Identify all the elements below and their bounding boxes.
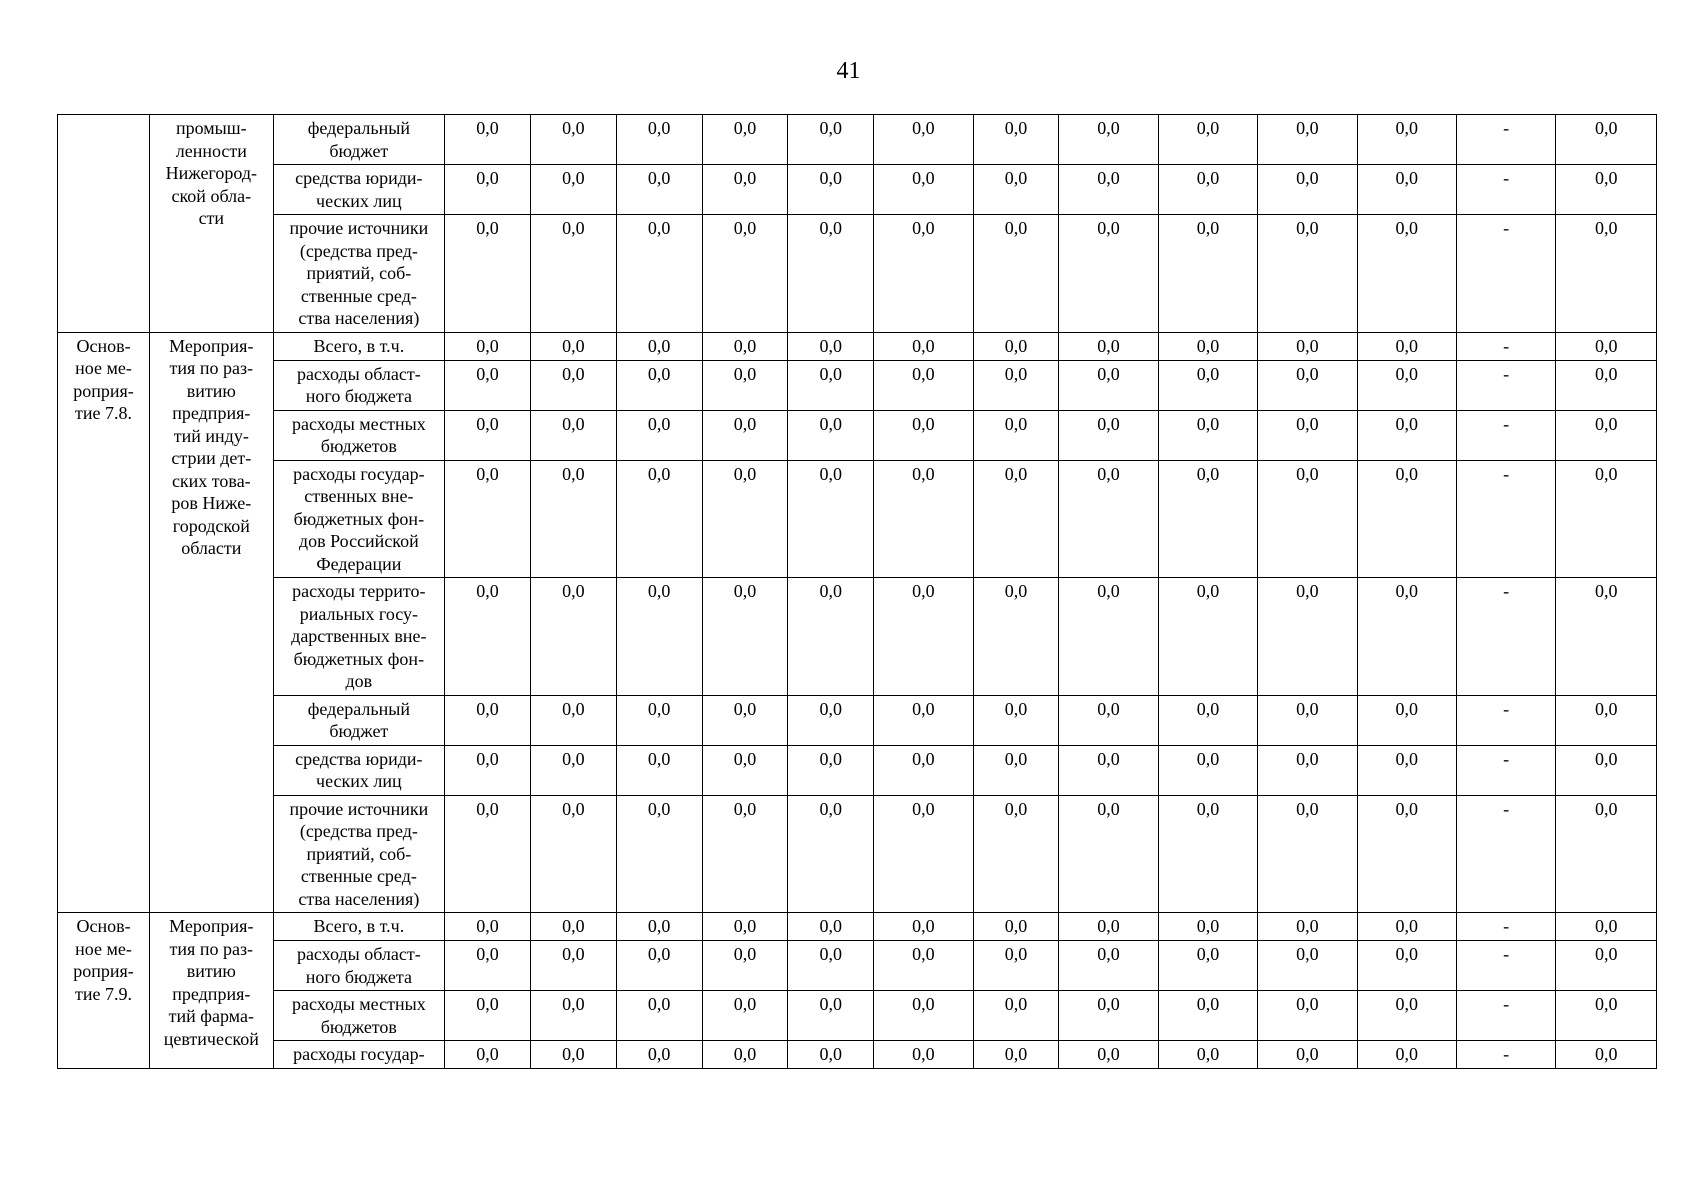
table-row [58, 991, 1657, 1041]
value-cell: 0,0 [702, 115, 788, 165]
funding-source-cell: расходы террито- риальных госу- дарственных вне- бюджетных фон- дов [273, 578, 445, 696]
value-cell: 0,0 [1158, 745, 1257, 795]
value-cell: 0,0 [530, 460, 616, 578]
value-cell: 0,0 [702, 745, 788, 795]
table-row [58, 360, 1657, 410]
activity-code-cell: Основ- ное ме- роприя- тие 7.8. [58, 332, 150, 913]
value-cell: 0,0 [788, 941, 874, 991]
table-row [58, 941, 1657, 991]
value-cell: 0,0 [1357, 795, 1456, 913]
value-cell: 0,0 [702, 991, 788, 1041]
value-cell: 0,0 [616, 115, 702, 165]
table-row [58, 332, 1657, 360]
value-cell: 0,0 [530, 215, 616, 333]
value-cell: 0,0 [874, 913, 973, 941]
value-cell: 0,0 [1158, 1041, 1257, 1069]
funding-source-cell: расходы област- ного бюджета [273, 941, 445, 991]
value-cell: 0,0 [1059, 913, 1158, 941]
value-cell: 0,0 [1258, 215, 1357, 333]
funding-source-cell: Всего, в т.ч. [273, 913, 445, 941]
value-cell: 0,0 [530, 332, 616, 360]
table-row [58, 410, 1657, 460]
value-cell: 0,0 [702, 578, 788, 696]
value-cell: 0,0 [445, 360, 531, 410]
value-cell: 0,0 [1258, 578, 1357, 696]
value-cell: 0,0 [874, 991, 973, 1041]
value-cell: 0,0 [874, 1041, 973, 1069]
value-cell: 0,0 [973, 215, 1059, 333]
value-cell: 0,0 [702, 215, 788, 333]
dash-cell: - [1456, 360, 1555, 410]
table-row [58, 165, 1657, 215]
value-cell: 0,0 [1059, 215, 1158, 333]
table-row [58, 460, 1657, 578]
value-cell: 0,0 [1556, 795, 1657, 913]
value-cell: 0,0 [445, 215, 531, 333]
dash-cell: - [1456, 460, 1555, 578]
value-cell: 0,0 [1556, 215, 1657, 333]
value-cell: 0,0 [702, 332, 788, 360]
value-cell: 0,0 [973, 795, 1059, 913]
value-cell: 0,0 [973, 165, 1059, 215]
value-cell: 0,0 [1556, 578, 1657, 696]
value-cell: 0,0 [702, 695, 788, 745]
value-cell: 0,0 [788, 215, 874, 333]
value-cell: 0,0 [530, 941, 616, 991]
value-cell: 0,0 [530, 165, 616, 215]
value-cell: 0,0 [788, 795, 874, 913]
value-cell: 0,0 [616, 215, 702, 333]
value-cell: 0,0 [1158, 695, 1257, 745]
value-cell: 0,0 [1357, 115, 1456, 165]
value-cell: 0,0 [1059, 991, 1158, 1041]
value-cell: 0,0 [445, 941, 531, 991]
value-cell: 0,0 [1556, 1041, 1657, 1069]
value-cell: 0,0 [530, 410, 616, 460]
value-cell: 0,0 [788, 360, 874, 410]
value-cell: 0,0 [530, 578, 616, 696]
value-cell: 0,0 [616, 1041, 702, 1069]
value-cell: 0,0 [1158, 115, 1257, 165]
funding-source-cell: федеральный бюджет [273, 695, 445, 745]
value-cell: 0,0 [874, 578, 973, 696]
table-row [58, 695, 1657, 745]
dash-cell: - [1456, 941, 1555, 991]
value-cell: 0,0 [1158, 332, 1257, 360]
value-cell: 0,0 [530, 115, 616, 165]
value-cell: 0,0 [1556, 165, 1657, 215]
value-cell: 0,0 [973, 745, 1059, 795]
funding-source-cell: средства юриди- ческих лиц [273, 165, 445, 215]
value-cell: 0,0 [1357, 991, 1456, 1041]
value-cell: 0,0 [1556, 913, 1657, 941]
value-cell: 0,0 [1357, 578, 1456, 696]
value-cell: 0,0 [616, 695, 702, 745]
budget-table [57, 114, 1657, 1069]
value-cell: 0,0 [973, 1041, 1059, 1069]
value-cell: 0,0 [874, 332, 973, 360]
table-body [58, 115, 1657, 1069]
value-cell: 0,0 [788, 332, 874, 360]
value-cell: 0,0 [530, 991, 616, 1041]
value-cell: 0,0 [702, 1041, 788, 1069]
value-cell: 0,0 [1258, 745, 1357, 795]
value-cell: 0,0 [1357, 460, 1456, 578]
value-cell: 0,0 [1059, 578, 1158, 696]
value-cell: 0,0 [1258, 360, 1357, 410]
value-cell: 0,0 [788, 410, 874, 460]
dash-cell: - [1456, 795, 1555, 913]
value-cell: 0,0 [874, 695, 973, 745]
value-cell: 0,0 [1357, 1041, 1456, 1069]
value-cell: 0,0 [1258, 410, 1357, 460]
dash-cell: - [1456, 991, 1555, 1041]
value-cell: 0,0 [1258, 695, 1357, 745]
value-cell: 0,0 [788, 115, 874, 165]
value-cell: 0,0 [973, 360, 1059, 410]
value-cell: 0,0 [1059, 360, 1158, 410]
value-cell: 0,0 [702, 410, 788, 460]
value-cell: 0,0 [1556, 745, 1657, 795]
value-cell: 0,0 [1158, 795, 1257, 913]
value-cell: 0,0 [788, 165, 874, 215]
value-cell: 0,0 [1059, 941, 1158, 991]
funding-source-cell: расходы государ- ственных вне- бюджетных фон- дов Российской Федерации [273, 460, 445, 578]
value-cell: 0,0 [1258, 913, 1357, 941]
value-cell: 0,0 [1059, 1041, 1158, 1069]
value-cell: 0,0 [530, 360, 616, 410]
value-cell: 0,0 [973, 332, 1059, 360]
value-cell: 0,0 [1357, 913, 1456, 941]
value-cell: 0,0 [973, 991, 1059, 1041]
value-cell: 0,0 [874, 215, 973, 333]
value-cell: 0,0 [1059, 745, 1158, 795]
value-cell: 0,0 [1556, 991, 1657, 1041]
value-cell: 0,0 [1556, 115, 1657, 165]
value-cell: 0,0 [1258, 991, 1357, 1041]
value-cell: 0,0 [616, 941, 702, 991]
page-number: 41 [836, 58, 861, 84]
value-cell: 0,0 [530, 695, 616, 745]
value-cell: 0,0 [1556, 360, 1657, 410]
value-cell: 0,0 [788, 745, 874, 795]
value-cell: 0,0 [616, 745, 702, 795]
value-cell: 0,0 [616, 991, 702, 1041]
value-cell: 0,0 [445, 578, 531, 696]
funding-source-cell: федеральный бюджет [273, 115, 445, 165]
value-cell: 0,0 [874, 410, 973, 460]
value-cell: 0,0 [788, 1041, 874, 1069]
dash-cell: - [1456, 332, 1555, 360]
value-cell: 0,0 [1059, 332, 1158, 360]
value-cell: 0,0 [1357, 941, 1456, 991]
funding-source-cell: расходы област- ного бюджета [273, 360, 445, 410]
value-cell: 0,0 [1556, 695, 1657, 745]
value-cell: 0,0 [702, 913, 788, 941]
value-cell: 0,0 [445, 460, 531, 578]
value-cell: 0,0 [1357, 360, 1456, 410]
value-cell: 0,0 [616, 165, 702, 215]
value-cell: 0,0 [616, 913, 702, 941]
value-cell: 0,0 [702, 795, 788, 913]
table-row [58, 115, 1657, 165]
activity-name-cell: промыш- ленности Нижегород- ской обла- сти [150, 115, 273, 333]
value-cell: 0,0 [1258, 941, 1357, 991]
value-cell: 0,0 [1258, 460, 1357, 578]
value-cell: 0,0 [445, 1041, 531, 1069]
activity-name-cell: Мероприя- тия по раз- витию предприя- тий инду- стрии дет- ских това- ров Ниже- городской области [150, 332, 273, 913]
value-cell: 0,0 [1158, 941, 1257, 991]
activity-name-cell: Мероприя- тия по раз- витию предприя- тий фарма- цевтической [150, 913, 273, 1069]
value-cell: 0,0 [702, 165, 788, 215]
value-cell: 0,0 [1158, 360, 1257, 410]
value-cell: 0,0 [1357, 215, 1456, 333]
value-cell: 0,0 [874, 745, 973, 795]
dash-cell: - [1456, 578, 1555, 696]
value-cell: 0,0 [1059, 410, 1158, 460]
value-cell: 0,0 [702, 460, 788, 578]
dash-cell: - [1456, 1041, 1555, 1069]
value-cell: 0,0 [1258, 115, 1357, 165]
value-cell: 0,0 [874, 941, 973, 991]
value-cell: 0,0 [1158, 991, 1257, 1041]
value-cell: 0,0 [1357, 745, 1456, 795]
value-cell: 0,0 [616, 578, 702, 696]
funding-source-cell: прочие источники (средства пред- приятий, соб- ственные сред- ства населения) [273, 215, 445, 333]
value-cell: 0,0 [973, 913, 1059, 941]
value-cell: 0,0 [530, 913, 616, 941]
value-cell: 0,0 [1158, 913, 1257, 941]
value-cell: 0,0 [445, 745, 531, 795]
value-cell: 0,0 [702, 941, 788, 991]
funding-source-cell: Всего, в т.ч. [273, 332, 445, 360]
value-cell: 0,0 [874, 165, 973, 215]
value-cell: 0,0 [1357, 695, 1456, 745]
value-cell: 0,0 [874, 360, 973, 410]
table-row [58, 578, 1657, 696]
table-row [58, 215, 1657, 333]
value-cell: 0,0 [1059, 695, 1158, 745]
value-cell: 0,0 [1059, 795, 1158, 913]
value-cell: 0,0 [1059, 115, 1158, 165]
value-cell: 0,0 [1158, 410, 1257, 460]
value-cell: 0,0 [788, 913, 874, 941]
value-cell: 0,0 [788, 460, 874, 578]
value-cell: 0,0 [1357, 332, 1456, 360]
value-cell: 0,0 [616, 795, 702, 913]
value-cell: 0,0 [445, 165, 531, 215]
funding-source-cell: расходы местных бюджетов [273, 410, 445, 460]
value-cell: 0,0 [1357, 165, 1456, 215]
value-cell: 0,0 [973, 115, 1059, 165]
value-cell: 0,0 [1556, 460, 1657, 578]
dash-cell: - [1456, 115, 1555, 165]
value-cell: 0,0 [616, 360, 702, 410]
value-cell: 0,0 [973, 410, 1059, 460]
value-cell: 0,0 [1357, 410, 1456, 460]
value-cell: 0,0 [973, 578, 1059, 696]
funding-source-cell: прочие источники (средства пред- приятий, соб- ственные сред- ства населения) [273, 795, 445, 913]
value-cell: 0,0 [1158, 165, 1257, 215]
value-cell: 0,0 [973, 941, 1059, 991]
value-cell: 0,0 [874, 115, 973, 165]
value-cell: 0,0 [1258, 795, 1357, 913]
value-cell: 0,0 [973, 695, 1059, 745]
value-cell: 0,0 [1258, 1041, 1357, 1069]
activity-code-cell: Основ- ное ме- роприя- тие 7.9. [58, 913, 150, 1069]
value-cell: 0,0 [1556, 941, 1657, 991]
value-cell: 0,0 [1158, 215, 1257, 333]
value-cell: 0,0 [530, 745, 616, 795]
value-cell: 0,0 [616, 460, 702, 578]
value-cell: 0,0 [445, 332, 531, 360]
table-row [58, 795, 1657, 913]
activity-code-cell [58, 115, 150, 333]
value-cell: 0,0 [702, 360, 788, 410]
value-cell: 0,0 [445, 410, 531, 460]
value-cell: 0,0 [445, 991, 531, 1041]
table-row [58, 745, 1657, 795]
value-cell: 0,0 [1258, 165, 1357, 215]
value-cell: 0,0 [874, 795, 973, 913]
dash-cell: - [1456, 215, 1555, 333]
value-cell: 0,0 [1158, 460, 1257, 578]
value-cell: 0,0 [616, 332, 702, 360]
dash-cell: - [1456, 410, 1555, 460]
value-cell: 0,0 [1158, 578, 1257, 696]
dash-cell: - [1456, 745, 1555, 795]
value-cell: 0,0 [445, 795, 531, 913]
value-cell: 0,0 [445, 913, 531, 941]
value-cell: 0,0 [1059, 165, 1158, 215]
funding-source-cell: расходы местных бюджетов [273, 991, 445, 1041]
value-cell: 0,0 [445, 115, 531, 165]
value-cell: 0,0 [445, 695, 531, 745]
table-row [58, 1041, 1657, 1069]
table-row [58, 913, 1657, 941]
funding-source-cell: средства юриди- ческих лиц [273, 745, 445, 795]
value-cell: 0,0 [1258, 332, 1357, 360]
value-cell: 0,0 [973, 460, 1059, 578]
value-cell: 0,0 [1556, 332, 1657, 360]
dash-cell: - [1456, 165, 1555, 215]
value-cell: 0,0 [530, 795, 616, 913]
value-cell: 0,0 [874, 460, 973, 578]
value-cell: 0,0 [1556, 410, 1657, 460]
value-cell: 0,0 [530, 1041, 616, 1069]
value-cell: 0,0 [616, 410, 702, 460]
funding-source-cell: расходы государ- [273, 1041, 445, 1069]
value-cell: 0,0 [788, 991, 874, 1041]
dash-cell: - [1456, 913, 1555, 941]
value-cell: 0,0 [788, 578, 874, 696]
dash-cell: - [1456, 695, 1555, 745]
value-cell: 0,0 [788, 695, 874, 745]
value-cell: 0,0 [1059, 460, 1158, 578]
